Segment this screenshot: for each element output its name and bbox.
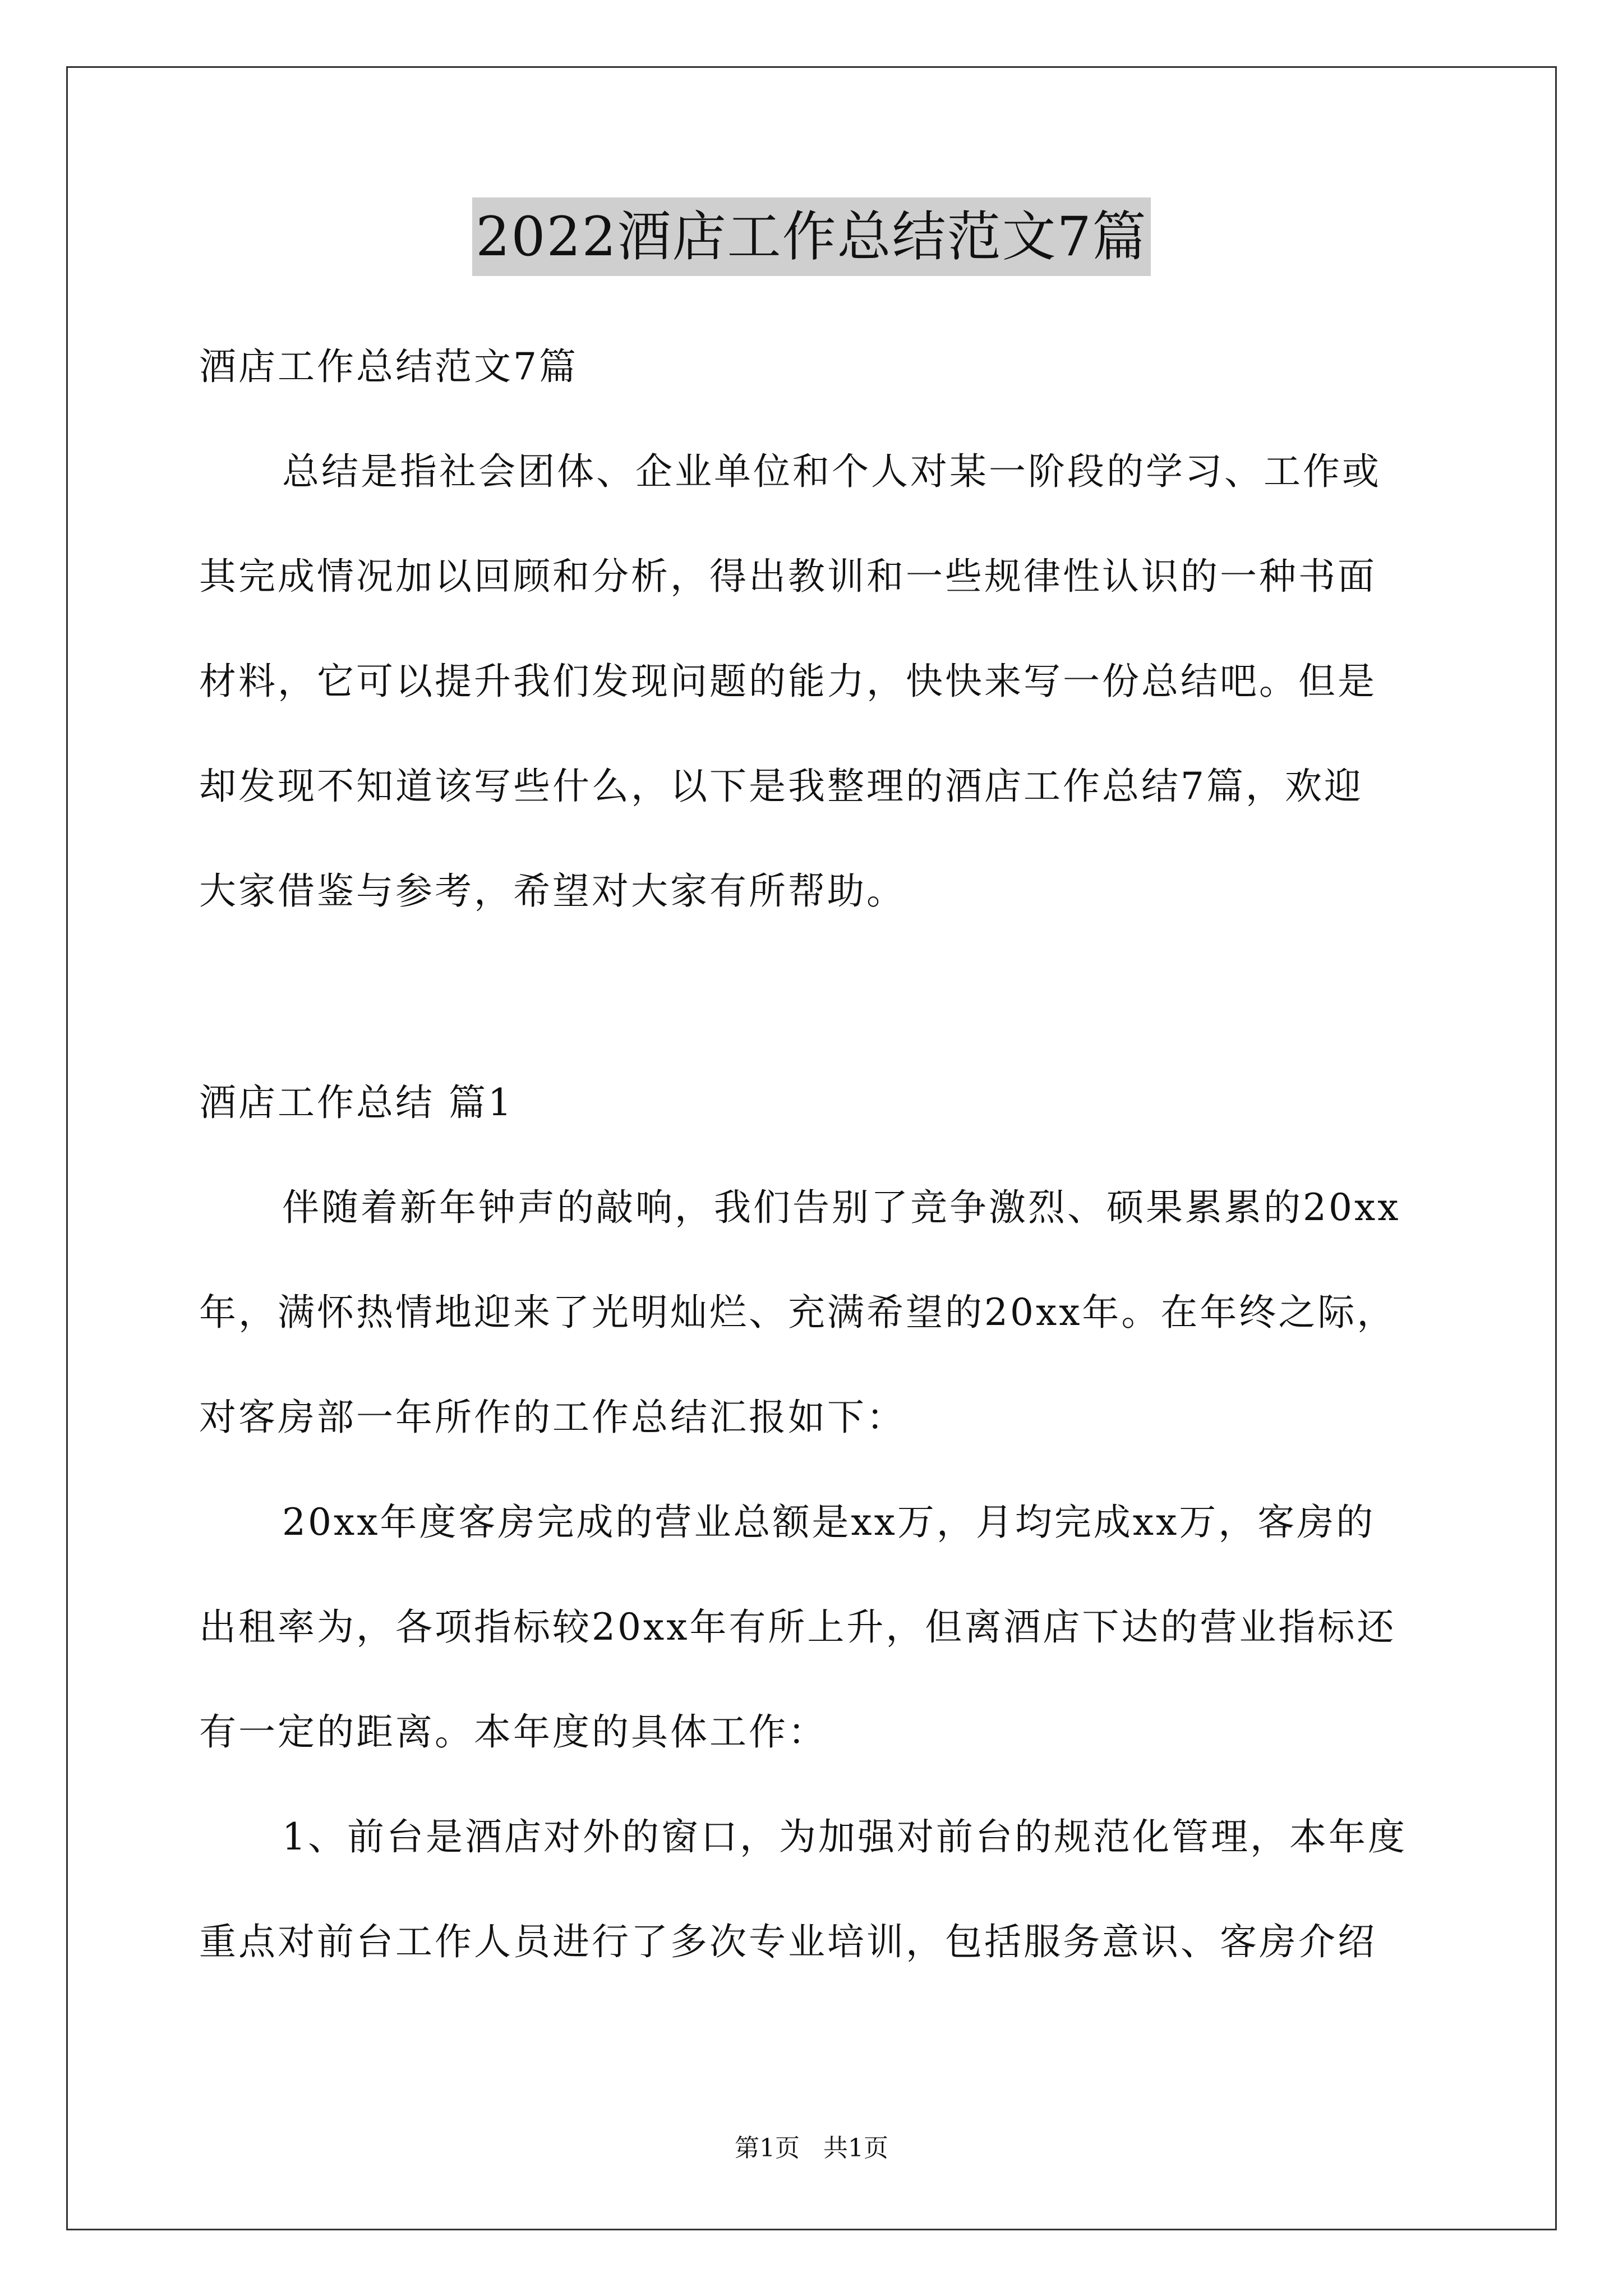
document-subtitle: 酒店工作总结范文7篇 bbox=[199, 345, 578, 388]
paragraph-line: 对客房部一年所作的工作总结汇报如下： bbox=[199, 1396, 906, 1439]
section-heading: 酒店工作总结 篇1 bbox=[199, 1081, 514, 1124]
intro-line: 总结是指社会团体、企业单位和个人对某一阶段的学习、工作或 bbox=[282, 450, 1381, 493]
page-number: 第1页 bbox=[735, 2134, 800, 2162]
paragraph-line: 重点对前台工作人员进行了多次专业培训，包括服务意识、客房介绍 bbox=[199, 1920, 1377, 1963]
paragraph-line: 20xx年度客房完成的营业总额是xx万，月均完成xx万，客房的 bbox=[282, 1501, 1376, 1544]
title-area bbox=[0, 197, 1623, 276]
paragraph-line: 年，满怀热情地迎来了光明灿烂、充满希望的20xx年。在年终之际， bbox=[199, 1291, 1396, 1334]
section-gap bbox=[199, 944, 1433, 1050]
intro-line: 材料，它可以提升我们发现问题的能力，快快来写一份总结吧。但是 bbox=[199, 660, 1377, 703]
document-title: 2022酒店工作总结范文7篇 bbox=[472, 197, 1150, 276]
intro-line: 却发现不知道该写些什么，以下是我整理的酒店工作总结7篇，欢迎 bbox=[199, 765, 1363, 808]
intro-line: 大家借鉴与参考，希望对大家有所帮助。 bbox=[199, 869, 906, 913]
page-footer bbox=[0, 2132, 1623, 2165]
paragraph-line: 伴随着新年钟声的敲响，我们告别了竞争激烈、硕果累累的20xx bbox=[282, 1186, 1401, 1229]
paragraph-line: 有一定的距离。本年度的具体工作： bbox=[199, 1710, 827, 1754]
page-total: 共1页 bbox=[823, 2134, 888, 2162]
intro-line: 其完成情况加以回顾和分析，得出教训和一些规律性认识的一种书面 bbox=[199, 555, 1377, 598]
document-body bbox=[199, 314, 1433, 1994]
paragraph-line: 出租率为，各项指标较20xx年有所上升，但离酒店下达的营业指标还 bbox=[199, 1605, 1396, 1649]
paragraph-line: 1、前台是酒店对外的窗口，为加强对前台的规范化管理，本年度 bbox=[282, 1815, 1407, 1858]
